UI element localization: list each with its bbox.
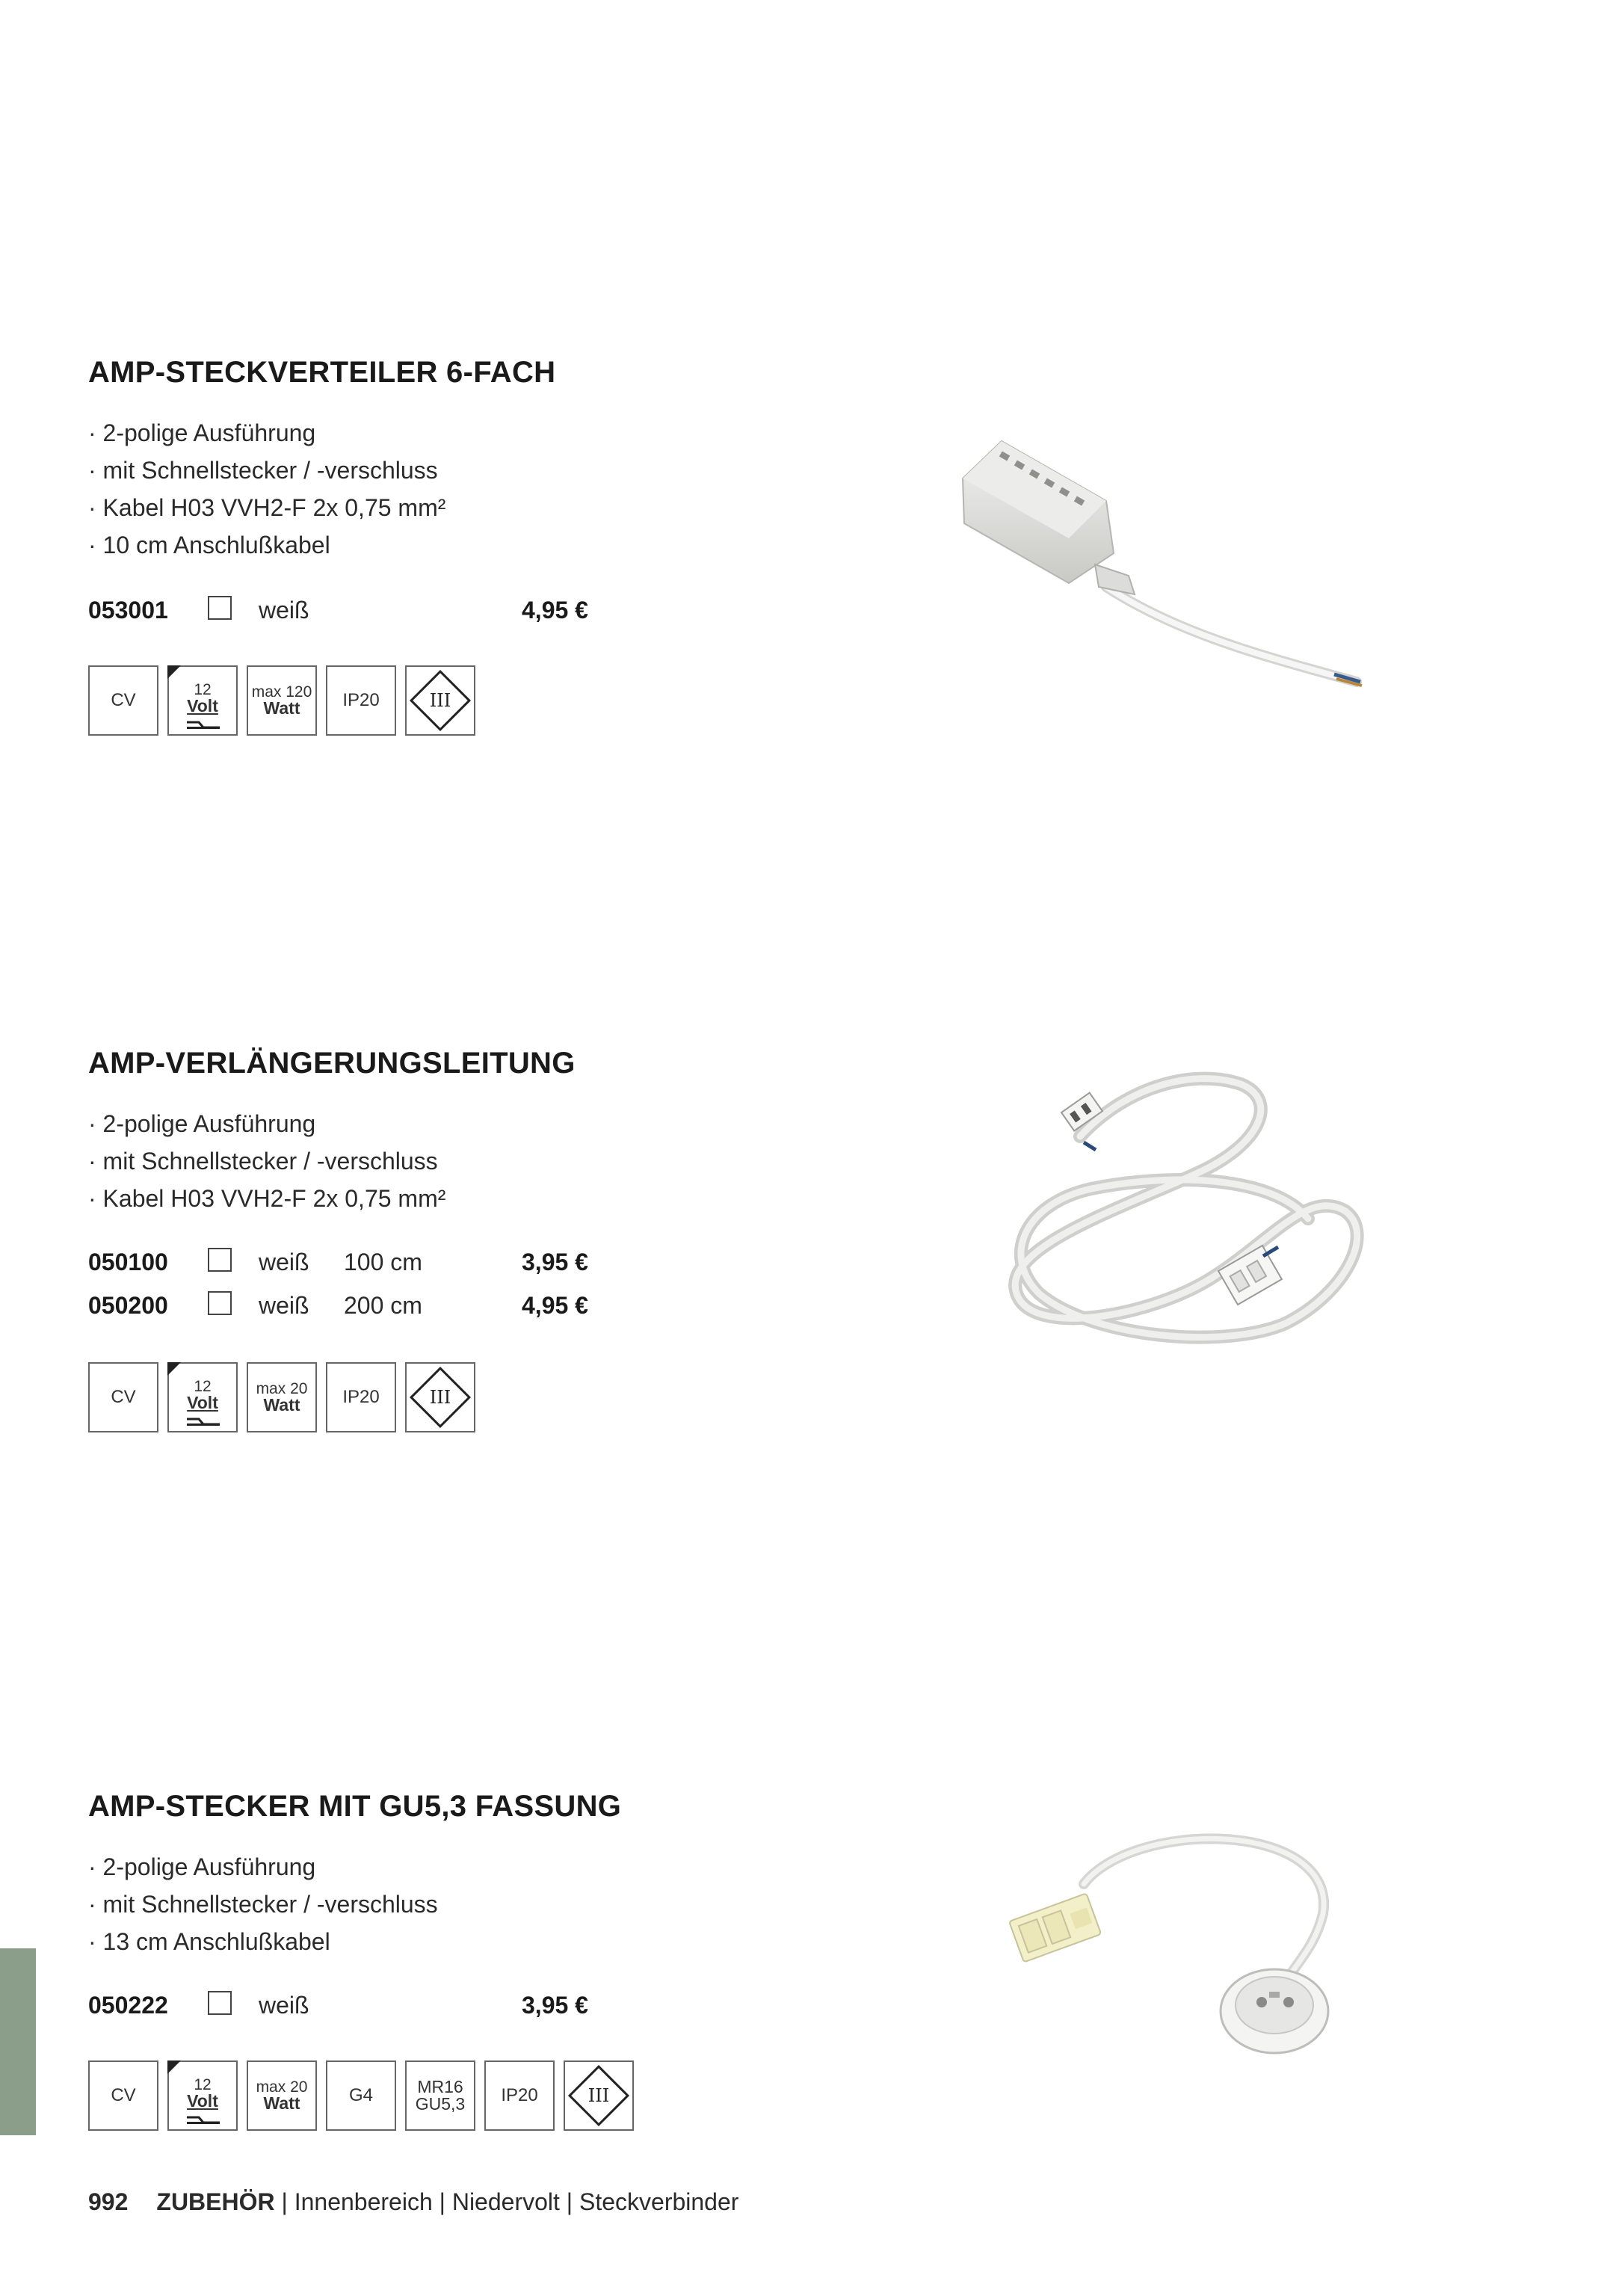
article-number: 050200 — [88, 1292, 168, 1319]
feature-item: · mit Schnellstecker / -verschluss — [88, 1142, 445, 1180]
section-color-tab — [0, 1948, 36, 2135]
product-title: AMP-STECKVERTEILER 6-FACH — [88, 356, 556, 389]
price: 4,95 € — [522, 1292, 588, 1319]
product-title: AMP-STECKER MIT GU5,3 FASSUNG — [88, 1790, 622, 1823]
order-checkbox[interactable] — [208, 1991, 232, 2015]
voltage-icon: 12 Volt — [167, 1362, 238, 1432]
protection-class-icon: III — [405, 665, 475, 736]
cv-icon: CV — [88, 1362, 158, 1432]
voltage-icon: 12 Volt — [167, 665, 238, 736]
feature-item: · Kabel H03 VVH2-F 2x 0,75 mm² — [88, 489, 445, 526]
spec-icons — [88, 1362, 475, 1432]
feature-item: · mit Schnellstecker / -verschluss — [88, 1886, 438, 1923]
feature-item: · 13 cm Anschlußkabel — [88, 1923, 438, 1960]
product-title: AMP-VERLÄNGERUNGSLEITUNG — [88, 1047, 576, 1080]
lamp-type-icon: MR16 GU5,3 — [405, 2060, 475, 2131]
ip-rating-icon: IP20 — [484, 2060, 555, 2131]
price: 3,95 € — [522, 1992, 588, 2019]
verlaengerung-photo — [957, 1054, 1383, 1368]
feature-item: · 2-polige Ausführung — [88, 414, 445, 452]
order-row — [88, 1989, 611, 2022]
cv-icon: CV — [88, 665, 158, 736]
feature-list — [88, 1848, 438, 1960]
length-value: 200 cm — [344, 1292, 422, 1319]
protection-class-icon: III — [564, 2060, 634, 2131]
order-row — [88, 1289, 611, 1322]
color-value: weiß — [259, 1249, 309, 1275]
cv-icon: CV — [88, 2060, 158, 2131]
color-value: weiß — [259, 1992, 309, 2019]
spec-icons — [88, 665, 475, 736]
wattage-icon: max 120 Watt — [247, 665, 317, 736]
order-checkbox[interactable] — [208, 596, 232, 620]
price: 3,95 € — [522, 1249, 588, 1275]
feature-item: · 10 cm Anschlußkabel — [88, 526, 445, 564]
order-checkbox[interactable] — [208, 1291, 232, 1315]
feature-item: · Kabel H03 VVH2-F 2x 0,75 mm² — [88, 1180, 445, 1217]
ip-rating-icon: IP20 — [326, 1362, 396, 1432]
order-row — [88, 594, 611, 627]
article-number: 050222 — [88, 1992, 168, 2019]
feature-list — [88, 414, 445, 564]
footer-category: ZUBEHÖR — [156, 2188, 275, 2215]
length-value: 100 cm — [344, 1249, 422, 1275]
feature-item: · 2-polige Ausführung — [88, 1105, 445, 1142]
ip-rating-icon: IP20 — [326, 665, 396, 736]
protection-class-icon: III — [405, 1362, 475, 1432]
article-number: 053001 — [88, 597, 168, 624]
page-footer — [88, 2188, 738, 2216]
spec-icons — [88, 2060, 634, 2131]
page-number: 992 — [88, 2188, 129, 2215]
footer-breadcrumb: | Innenbereich | Niedervolt | Steckverbinder — [274, 2188, 739, 2215]
order-checkbox[interactable] — [208, 1248, 232, 1272]
color-value: weiß — [259, 597, 309, 624]
price: 4,95 € — [522, 597, 588, 624]
voltage-icon: 12 Volt — [167, 2060, 238, 2131]
wattage-icon: max 20 Watt — [247, 2060, 317, 2131]
order-row — [88, 1246, 611, 1278]
color-value: weiß — [259, 1292, 309, 1319]
socket-type-icon: G4 — [326, 2060, 396, 2131]
article-number: 050100 — [88, 1249, 168, 1275]
feature-item: · 2-polige Ausführung — [88, 1848, 438, 1886]
stecker-gu53-photo — [972, 1809, 1360, 2056]
feature-list — [88, 1105, 445, 1217]
steckverteiler-photo — [957, 434, 1375, 688]
wattage-icon: max 20 Watt — [247, 1362, 317, 1432]
feature-item: · mit Schnellstecker / -verschluss — [88, 452, 445, 489]
